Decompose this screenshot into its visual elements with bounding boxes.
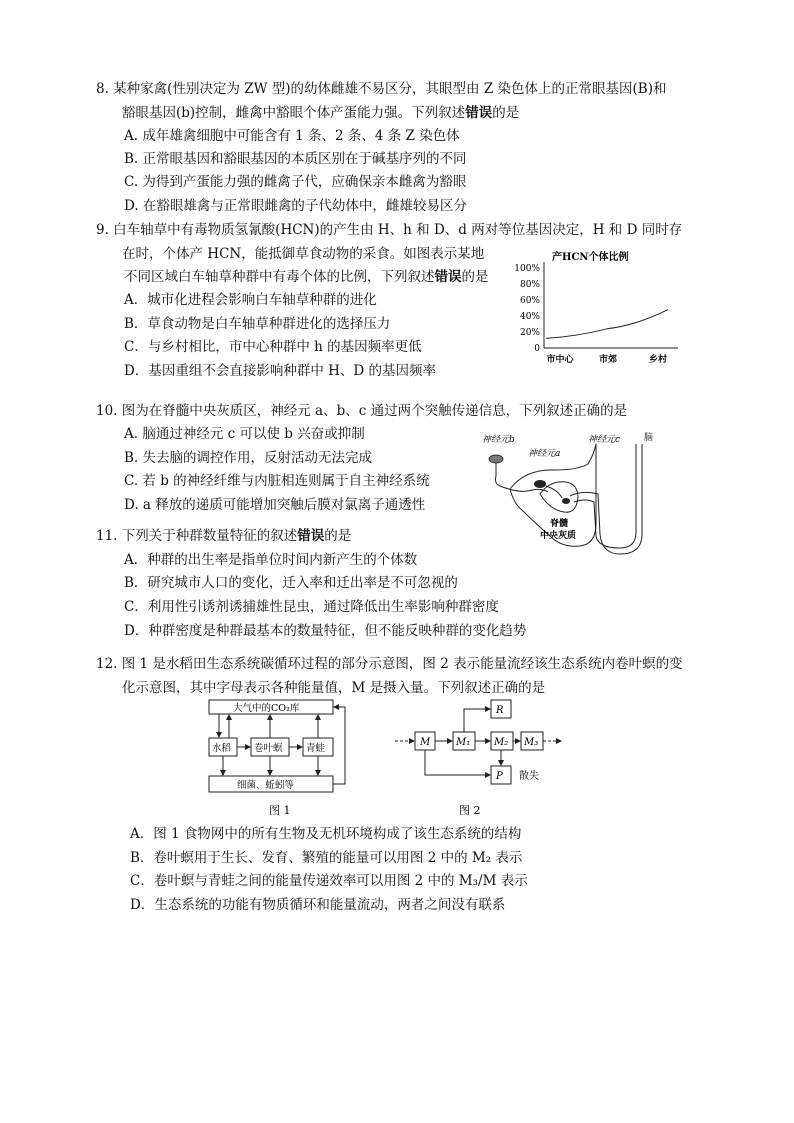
y-tick-label: 0	[534, 344, 540, 354]
q9-stem-line2: 在时，个体产 HCN，能抵御草食动物的采食。如图表示某地	[122, 246, 485, 262]
q8-option-c: C. 为得到产蛋能力强的雌禽子代，应确保亲本雌禽为豁眼	[124, 174, 467, 190]
x-tick-labels	[546, 353, 667, 365]
spinal-cord-diagram	[470, 424, 670, 558]
rice-label: 水稻	[212, 743, 232, 754]
q8-stem-line1: 8. 某种家禽(性别决定为 ZW 型)的幼体雌雄不易区分，其眼型由 Z 染色体上的正常眼基因(B)和	[96, 81, 667, 97]
neuron-a-body	[534, 480, 546, 488]
q9-option-a: A．城市化进程会影响白车轴草种群的进化	[124, 292, 377, 308]
q8-option-a: A. 成年雄禽细胞中可能含有 1 条、2 条、4 条 Z 染色体	[124, 128, 460, 144]
q11-stem-text: 11. 下列关于种群数量特征的叙述	[96, 528, 298, 544]
label-R: R	[496, 705, 504, 716]
figure-2-caption: 图 2	[459, 804, 481, 817]
q8-emphasis: 错误	[465, 105, 493, 121]
label-P: P	[496, 771, 503, 782]
figure-1-caption: 图 1	[269, 804, 291, 817]
q12-option-a: A．图 1 食物网中的所有生物及无机环境构成了该生态系统的结构	[130, 826, 522, 842]
x-tick-label: 市中心	[546, 355, 574, 365]
arrow-decomp-co2	[333, 707, 345, 784]
q8-option-b: B. 正常眼基因和豁眼基因的本质区别在于碱基序列的不同	[124, 151, 467, 167]
co2-pool-label: 大气中的CO₂库	[233, 703, 300, 714]
q9-emphasis: 错误	[434, 269, 462, 285]
label-M3: M₃	[524, 737, 539, 748]
q12-option-b: B．卷叶螟用于生长、发育、繁殖的能量可以用图 2 中的 M₂ 表示	[130, 850, 523, 866]
arrow-M1-R	[464, 709, 490, 732]
label-M2: M₂	[494, 737, 509, 748]
q10-option-a: A. 脑通过神经元 c 可以使 b 兴奋或抑制	[124, 426, 365, 442]
label-spine-2: 中央灰质	[540, 531, 577, 541]
label-spine-1: 脊髓	[550, 519, 569, 529]
frog-label: 青蛙	[306, 743, 326, 754]
neuron-a-axon	[546, 486, 562, 498]
q11-emphasis: 错误	[297, 528, 325, 544]
y-tick-label: 40%	[519, 312, 540, 322]
y-tick-label: 100%	[514, 264, 540, 274]
chart-series-line	[546, 310, 668, 339]
q11-stem	[96, 527, 351, 545]
q9-stem-text: 不同区域白车轴草种群中有毒个体的比例，下列叙述	[124, 269, 435, 285]
q8-option-d: D. 在豁眼雄禽与正常眼雌禽的子代幼体中，雌雄较易区分	[124, 198, 467, 214]
q11-option-d: D．种群密度是种群最基本的数量特征，但不能反映种群的变化趋势	[124, 623, 527, 639]
moth-label: 卷叶螟	[254, 743, 283, 754]
decomposer-label: 细菌、蚯蚓等	[237, 780, 295, 791]
label-neuron-c: 神经元c	[588, 435, 621, 445]
synapse	[562, 498, 570, 504]
arrow-M-P	[425, 750, 490, 775]
q12-stem-line2: 化示意图，其中字母表示各种能量值，M 是摄入量。下列叙述正确的是	[122, 680, 546, 696]
label-M1: M₁	[456, 737, 471, 748]
y-tick-labels	[514, 264, 540, 354]
q10-stem: 10. 图为在脊髓中央灰质区，神经元 a、b、c 通过两个突触传递信息，下列叙述正确的是	[96, 403, 628, 419]
y-tick-label: 20%	[519, 328, 540, 338]
central-gray-outline	[540, 482, 578, 512]
q10-option-b: B. 失去脑的调控作用，反射活动无法完成	[124, 450, 373, 466]
q12-stem-line1: 12. 图 1 是水稻田生态系统碳循环过程的部分示意图，图 2 表示能量流经该生态系统内卷叶螟的变	[96, 656, 683, 672]
q9-option-d: D．基因重组不会直接影响种群中 H、D 的基因频率	[124, 363, 437, 379]
q9-stem-line1: 9. 白车轴草中有毒物质氢氰酸(HCN)的产生由 H、h 和 D、d 两对等位基因决定，H 和 D 同时存	[96, 222, 683, 238]
q11-option-c: C．利用性引诱剂诱捕雄性昆虫，通过降低出生率影响种群密度	[124, 599, 499, 615]
q11-option-b: B．研究城市人口的变化，迁入率和迁出率是不可忽视的	[124, 575, 458, 591]
neuron-c-fiber-inner	[574, 444, 636, 548]
q11-stem-end: 的是	[324, 528, 352, 544]
neuron-c-fiber	[570, 444, 642, 554]
q8-stem-line2	[122, 104, 519, 122]
figure-1-carbon-cycle	[205, 698, 355, 820]
hcn-chart	[508, 246, 688, 368]
q9-option-b: B．草食动物是白车轴草种群进化的选择压力	[124, 316, 391, 332]
y-tick-label: 80%	[519, 280, 540, 290]
q9-stem-end: 的是	[461, 269, 489, 285]
q10-option-d: D. a 释放的递质可能增加突触后膜对氯离子通透性	[124, 497, 426, 513]
label-neuron-b: 神经元b	[482, 435, 515, 445]
x-tick-label: 市郊	[598, 355, 618, 365]
q8-stem-text: 豁眼基因(b)控制，雌禽中豁眼个体产蛋能力强。下列叙述	[122, 105, 466, 121]
y-tick-label: 60%	[519, 296, 540, 306]
label-brain: 脑	[644, 433, 654, 443]
q12-option-d: D．生态系统的功能有物质循环和能量流动，两者之间没有联系	[130, 897, 506, 913]
chart-title: 产HCN个体比例	[552, 252, 629, 263]
label-loss: 散失	[519, 771, 539, 782]
label-M: M	[420, 737, 431, 748]
neuron-b-body	[489, 455, 503, 463]
label-neuron-a: 神经元a	[528, 449, 561, 459]
x-tick-label: 乡村	[648, 355, 668, 365]
q9-stem-line3	[124, 268, 489, 286]
q12-option-c: C．卷叶螟与青蛙之间的能量传递效率可以用图 2 中的 M₃/M 表示	[130, 873, 528, 889]
figure-2-energy-flow	[395, 698, 565, 820]
q10-option-c: C. 若 b 的神经纤维与内脏相连则属于自主神经系统	[124, 473, 430, 489]
q8-stem-end: 的是	[492, 105, 520, 121]
q11-option-a: A．种群的出生率是指单位时间内新产生的个体数	[124, 552, 418, 568]
q9-option-c: C．与乡村相比，市中心种群中 h 的基因频率更低	[124, 339, 422, 355]
